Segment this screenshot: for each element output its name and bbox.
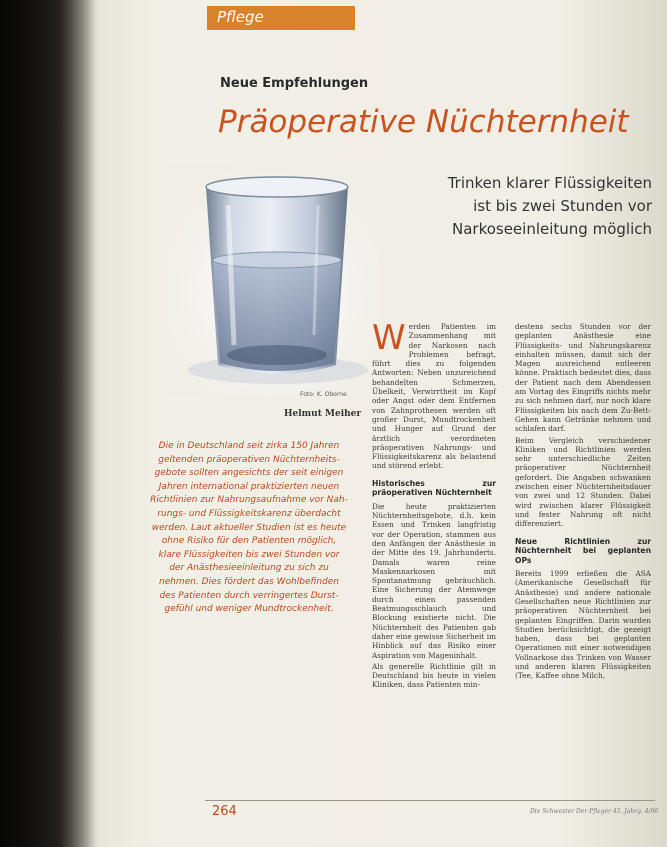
article-title: Präoperative Nüchternheit bbox=[218, 104, 629, 140]
intro-line: gebote sollten angesichts der seit einigen bbox=[154, 468, 344, 479]
author-name: Helmut Meiher bbox=[284, 409, 362, 419]
journal-footer: Die Schwester Der Pfleger 45. Jahrg. 4/06 bbox=[530, 808, 659, 815]
water-glass-icon bbox=[168, 165, 378, 395]
body-paragraph bbox=[372, 318, 496, 471]
article-subtitle bbox=[400, 172, 652, 241]
article-intro bbox=[140, 440, 358, 617]
intro-line: der Anästhesieeinleitung zu sich zu bbox=[169, 563, 329, 574]
section-label: Pflege bbox=[217, 8, 264, 26]
intro-line: werden. Laut aktueller Studien ist es heute bbox=[151, 522, 347, 533]
footer-rule bbox=[205, 800, 655, 801]
book-spine-shadow bbox=[0, 0, 100, 847]
body-text: erden Patienten im Zusammenhang mit der Narkosen nach Problemen befragt, führt dies zu folgenden Antworten: Neben unzureichend behandelten Schmerzen, Übelkeit, Verwirrtheit im Kopf oder Angst oder dem Entfernen von Zahnprothesen werden oft großer Durst, Mundtrockenheit und Hunger auf Grund der ärztlich verordneten präoperativen Nahrungs- und Flüssigkeitskarenz als belastend und störend erlebt. bbox=[372, 322, 496, 471]
intro-line: nehmen. Dies fördert das Wohlbefinden bbox=[158, 576, 340, 587]
body-column-1 bbox=[372, 318, 496, 692]
subtitle-line: ist bis zwei Stunden vor bbox=[473, 197, 652, 215]
intro-line: Die in Deutschland seit zirka 150 Jahren bbox=[158, 441, 340, 451]
intro-line: gefühl und weniger Mundtrockenheit. bbox=[164, 604, 334, 615]
water-glass-photo bbox=[168, 165, 378, 395]
section-heading: Neue Richtlinien zur Nüchternheit bei geplanten OPs bbox=[515, 536, 651, 565]
subtitle-line: Trinken klarer Flüssigkeiten bbox=[447, 174, 652, 192]
photo-credit: Foto: K. Oborne bbox=[300, 391, 347, 398]
intro-line: Richtlinien zur Nahrungsaufnahme vor Nah- bbox=[150, 495, 348, 506]
intro-line: klare Flüssigkeiten bis zwei Stunden vor bbox=[158, 549, 340, 560]
subtitle-line: Narkoseeinleitung möglich bbox=[451, 220, 652, 238]
intro-line: Jahren international praktizierten neuen bbox=[158, 481, 340, 492]
section-heading: Historisches zur präoperativen Nüchternheit bbox=[372, 478, 496, 498]
body-paragraph: Bereits 1999 erließen die ASA (Amerikanische Gesellschaft für Anästhesie) und andere nationale Gesellschaften neue Richtlinien zur präoperativen Nüchternheit bei geplanten Eingriffen. Darin wurden Studien berücksichtigt, die gezeigt haben, dass bei geplanten Operationen mit einer notwendigen Vollnarkose das Trinken von Wasser und anderen klaren Flüssigkeiten (Tee, Kaffee ohne Milch, bbox=[515, 569, 651, 681]
page-number: 264 bbox=[212, 804, 237, 819]
intro-line: des Patienten durch verringertes Durst- bbox=[159, 590, 339, 601]
body-paragraph: Als generelle Richtlinie gilt in Deutschland bis heute in vielen Kliniken, dass Patienten min- bbox=[372, 661, 496, 690]
body-paragraph: Die heute praktizierten Nüchternheitsgebote, d.h. kein Essen und Trinken langfristig vor der Operation, stammen aus den Anfängen der Anästhesie in der Mitte des 19. Jahrhunderts. Damals waren reine Maskennarkosen mit Spontanatmung gebräuchlich. Eine Sicherung der Atemwege durch einen passenden Beatmungsschlauch und Blockung existierte nicht. Die Nüchternheit des Patienten gab daher eine gewisse Sicherheit im Hinblick auf das Risiko einer Aspiration von Mageninhalt. bbox=[372, 501, 496, 660]
article-kicker: Neue Empfehlungen bbox=[220, 76, 369, 91]
intro-line: geltenden präoperativen Nüchternheits- bbox=[158, 454, 340, 465]
body-column-2 bbox=[515, 322, 651, 683]
intro-line: ohne Risiko für den Patienten möglich, bbox=[161, 536, 337, 547]
intro-line: rungs- und Flüssigkeitskarenz überdacht bbox=[157, 508, 341, 519]
drop-cap: W bbox=[372, 318, 406, 358]
body-paragraph: Beim Vergleich verschiedener Kliniken und Richtlinien werden sehr unterschiedliche Zeiten präoperativer Nüchternheit gefordert. Die Angaben schwanken zwischen einer Nüchternheitsdauer von zwei und 12 Stunden. Dabei wird zwischen klarer Flüssigkeit und fester Nahrung oft nicht differenziert. bbox=[515, 435, 651, 529]
body-paragraph: destens sechs Stunden vor der geplanten Anästhesie eine Flüssigkeits- und Nahrungskarenz einhalten müssen, damit sich der Magen ausreichend entleeren könne. Praktisch bedeutet dies, dass der Patient nach dem Abendessen am Vortag des Eingriffs nichts mehr zu sich nehmen darf, nur noch klare Flüssigkeiten bis nach dem Zu-Bett-Gehen kann Getränke nehmen und schlafen darf. bbox=[515, 322, 651, 434]
